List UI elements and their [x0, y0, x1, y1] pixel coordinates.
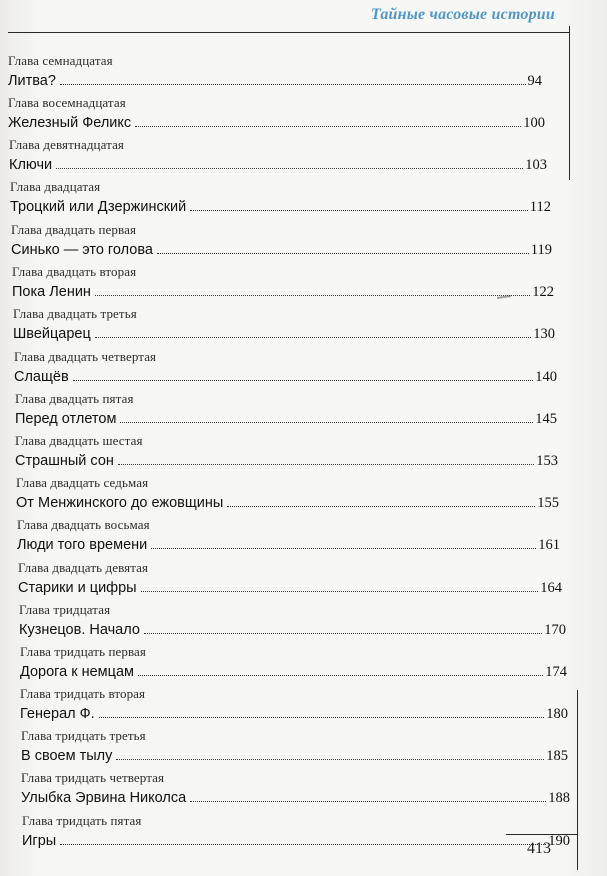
chapter-title: Троцкий или Дзержинский: [10, 199, 187, 215]
dot-leader: [60, 832, 546, 845]
chapter-title: Генерал Ф.: [20, 706, 95, 722]
page-ref: 145: [535, 411, 557, 427]
chapter-label: Глава двадцать вторая: [12, 264, 137, 279]
chapter-label: Глава тридцать третья: [21, 728, 146, 743]
toc-entry: [10, 179, 551, 223]
dot-leader: [73, 368, 534, 381]
dot-leader: [157, 241, 529, 254]
dot-leader: [56, 156, 523, 169]
toc-entry: [9, 137, 547, 181]
page-ref: 103: [525, 157, 547, 173]
toc-entry: [15, 391, 557, 435]
chapter-label: Глава двадцать первая: [11, 222, 137, 237]
chapter-title: Страшный сон: [15, 453, 114, 469]
page-ref: 161: [538, 537, 560, 553]
toc-entry: [19, 602, 566, 646]
chapter-title: Старики и цифры: [18, 580, 137, 596]
dot-leader: [95, 325, 531, 338]
chapter-label: Глава двадцать третья: [13, 306, 137, 321]
dot-leader: [138, 663, 543, 676]
page-ref: 188: [548, 790, 570, 806]
page-ref: 155: [537, 495, 559, 511]
toc-entry: [21, 770, 570, 814]
chapter-label: Глава двадцать шестая: [15, 433, 143, 448]
footer-rule: [506, 834, 577, 835]
chapter-title: В своем тылу: [21, 748, 113, 764]
chapter-title: Дорога к немцам: [20, 664, 134, 680]
toc-entry: [8, 95, 545, 139]
page-number: 413: [527, 840, 551, 857]
page-ref: 122: [532, 284, 554, 300]
page-ref: 112: [529, 199, 551, 215]
chapter-label: Глава тридцать четвертая: [21, 770, 165, 785]
dot-leader: [99, 705, 545, 718]
dot-leader: [190, 789, 546, 802]
chapter-label: Глава восемнадцатая: [8, 95, 126, 110]
margin-rule-top: [569, 26, 570, 180]
toc-entry: [18, 560, 562, 604]
chapter-label: Глава двадцать восьмая: [17, 517, 150, 532]
toc-entry: [14, 349, 557, 393]
toc-entry: [20, 644, 567, 688]
page-ref: 140: [535, 369, 557, 385]
dot-leader: [190, 198, 528, 211]
chapter-title: Люди того времени: [17, 537, 148, 553]
chapter-title: Пока Ленин: [12, 284, 91, 300]
chapter-label: Глава девятнадцатая: [9, 137, 125, 152]
toc-entry: [13, 306, 555, 350]
chapter-title: Улыбка Эрвина Николса: [21, 790, 187, 806]
page-ref: 100: [523, 115, 545, 131]
page-ref: 164: [540, 580, 562, 596]
toc-entry: [22, 813, 570, 857]
page-ref: 185: [546, 748, 568, 764]
chapter-label: Глава тридцать вторая: [20, 686, 146, 701]
toc-entry: [16, 475, 559, 519]
header-rule: [8, 32, 569, 33]
page-ref: 180: [546, 706, 568, 722]
page-ref: 130: [533, 326, 555, 342]
toc-entry: [17, 517, 560, 561]
dot-leader: [135, 114, 521, 127]
dot-leader: [144, 621, 542, 634]
toc-entry: [15, 433, 558, 477]
toc-entry: [11, 222, 552, 266]
margin-rule-bottom: [577, 690, 578, 870]
chapter-title: Швейцарец: [13, 326, 91, 342]
toc-entry: [21, 728, 568, 772]
chapter-label: Глава двадцать седьмая: [16, 475, 149, 490]
page-ref: 190: [548, 833, 570, 849]
chapter-label: Глава двадцатая: [10, 179, 101, 194]
chapter-label: Глава тридцать пятая: [22, 813, 142, 828]
page-ref: 170: [544, 622, 566, 638]
page-ref: 119: [530, 242, 552, 258]
page-ref: 153: [536, 453, 558, 469]
chapter-label: Глава тридцатая: [19, 602, 111, 617]
dot-leader: [116, 747, 544, 760]
chapter-label: Глава тридцать первая: [20, 644, 146, 659]
dot-leader: [60, 72, 526, 85]
chapter-label: Глава семнадцатая: [8, 53, 113, 68]
toc-entry: [20, 686, 568, 730]
dot-leader: [151, 536, 536, 549]
toc-entry: [8, 53, 542, 97]
chapter-title: От Менжинского до ежовщины: [16, 495, 224, 511]
dot-leader: [120, 410, 533, 423]
running-head: Тайные часовые истории: [370, 6, 555, 23]
chapter-title: Железный Феликс: [8, 115, 132, 131]
page-ref: 174: [545, 664, 567, 680]
chapter-title: Перед отлетом: [15, 411, 117, 427]
toc-entry: [12, 264, 554, 308]
chapter-title: Игры: [22, 833, 57, 849]
chapter-label: Глава двадцать четвертая: [14, 349, 157, 364]
chapter-title: Литва?: [8, 73, 56, 89]
dot-leader: [141, 579, 539, 592]
page-ref: 94: [527, 73, 542, 89]
chapter-label: Глава двадцать девятая: [18, 560, 149, 575]
dot-leader: [95, 283, 530, 296]
chapter-title: Ключи: [9, 157, 53, 173]
chapter-label: Глава двадцать пятая: [15, 391, 134, 406]
dot-leader: [227, 494, 535, 507]
chapter-title: Кузнецов. Начало: [19, 622, 140, 638]
chapter-title: Синько — это голова: [11, 242, 153, 258]
dot-leader: [118, 452, 534, 465]
chapter-title: Слащёв: [14, 369, 69, 385]
